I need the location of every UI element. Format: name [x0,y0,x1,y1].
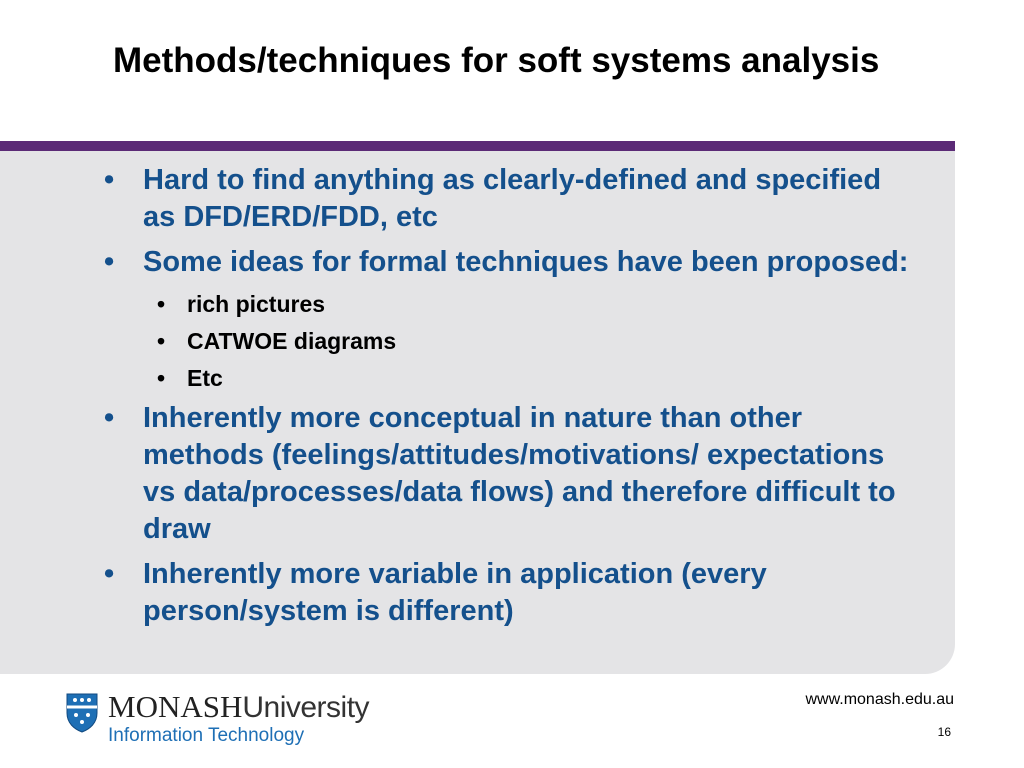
logo-university-text: University [242,691,370,724]
sub-bullet-text: CATWOE diagrams [187,328,397,354]
sub-bullet-marker: • [157,328,166,354]
monash-logo-wordmark [108,690,369,725]
bullet-text: Hard to find anything as clearly-defined and specified as DFD/ERD/FDD, etc [143,164,882,233]
sub-bullet-item [0,326,950,356]
sub-bullet-text: rich pictures [187,291,326,317]
logo-faculty-text: Information Technology [108,725,305,746]
page-number: 16 [937,725,951,739]
bullet-marker: • [104,558,115,590]
bullet-marker: • [104,164,115,196]
logo-monash-text: MONASH [108,689,243,724]
sub-bullet-item [0,289,950,319]
sub-bullet-marker: • [157,365,166,391]
bullet-item [0,162,950,236]
bullet-marker: • [104,246,115,278]
slide-title: Methods/techniques for soft systems analysis [113,41,880,80]
bullet-text: Inherently more conceptual in nature than other methods (feelings/attitudes/motivations/ expectations vs data/processes/data flows) and therefore difficult to draw [143,402,896,545]
bullet-item [0,244,950,281]
bullet-text: Inherently more variable in application (every person/system is different) [143,558,767,627]
bullet-item [0,400,950,548]
bullet-text: Some ideas for formal techniques have been proposed: [143,246,909,278]
footer-url[interactable]: www.monash.edu.au [805,691,954,708]
bullet-item [0,556,950,630]
title-accent-bar [0,141,955,151]
monash-crest-icon [66,693,98,733]
sub-bullet-item [0,363,950,393]
sub-bullet-text: Etc [187,365,223,391]
bullet-marker: • [104,402,115,434]
bullet-list [0,162,950,638]
sub-bullet-marker: • [157,291,166,317]
